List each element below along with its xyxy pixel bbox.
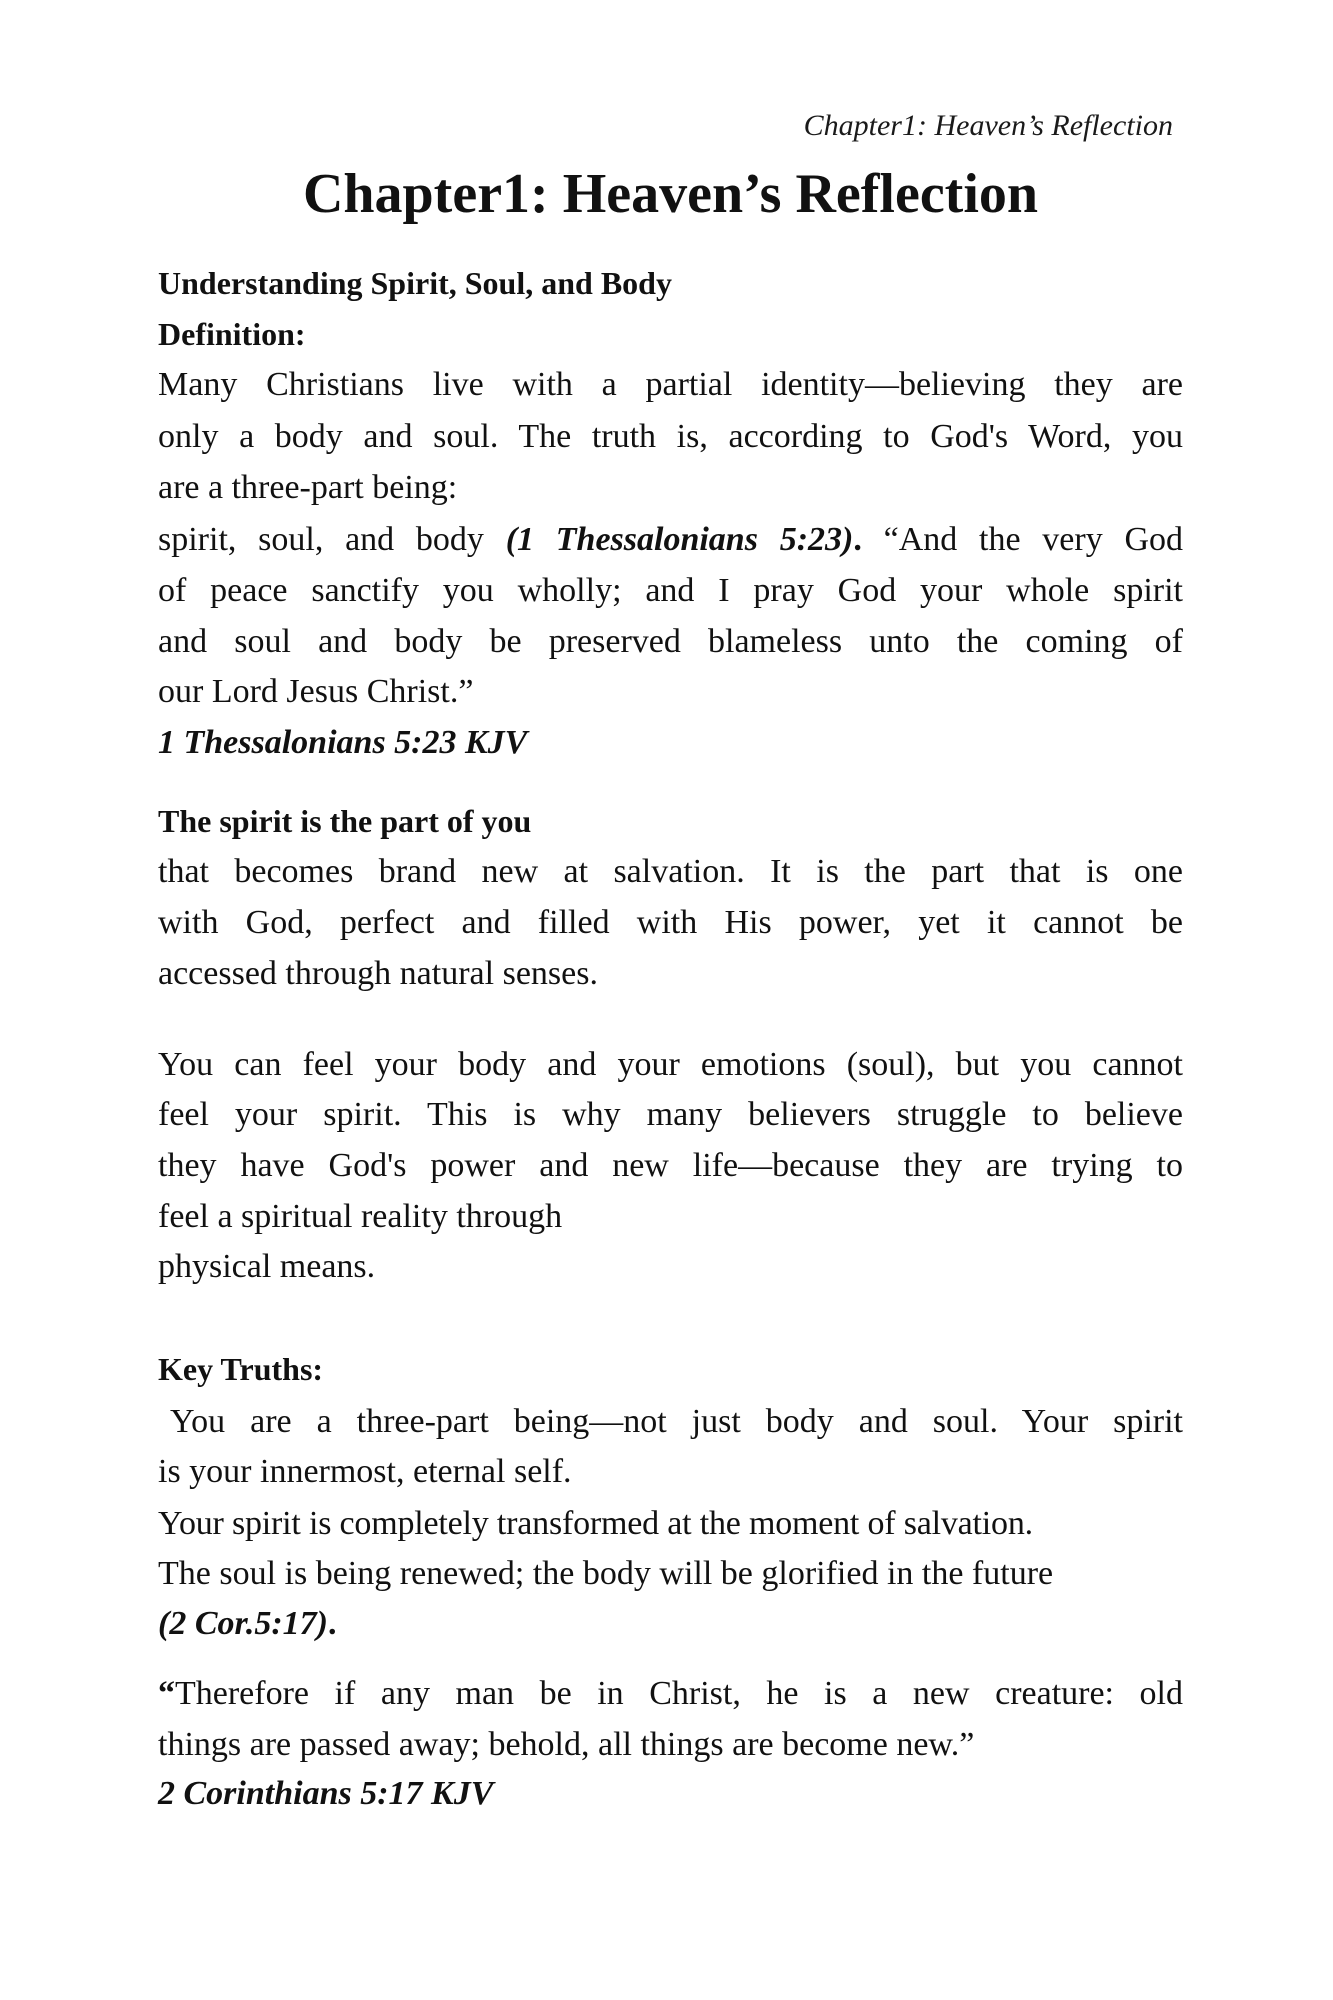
verse-line: of peace sanctify you wholly; and I pray God your whole spirit (158, 572, 1183, 609)
body-line: physical means. (158, 1248, 376, 1285)
body-line: Many Christians live with a partial identity—believing they are (158, 366, 1183, 403)
reference-punctuation: . (853, 521, 862, 558)
body-line: You can feel your body and your emotions (soul), but you cannot (158, 1046, 1183, 1083)
body-line: are a three-part being: (158, 469, 458, 506)
verse-citation: 2 Corinthians 5:17 KJV (158, 1775, 494, 1812)
chapter-title: Chapter1: Heaven’s Reflection (302, 163, 1039, 225)
verse-citation: 1 Thessalonians 5:23 KJV (158, 724, 528, 761)
body-line: feel your spirit. This is why many believers struggle to believe (158, 1096, 1183, 1133)
body-line: that becomes brand new at salvation. It is the part that is one (158, 853, 1183, 890)
body-line: feel a spiritual reality through (158, 1198, 563, 1235)
body-line: is your innermost, eternal self. (158, 1453, 572, 1490)
verse-line: our Lord Jesus Christ.” (158, 673, 474, 710)
verse-line: and soul and body be preserved blameless unto the coming of (158, 623, 1183, 660)
body-line: You are a three-part being—not just body and soul. Your spirit (170, 1403, 1183, 1440)
scripture-reference: (1 Thessalonians 5:23) (505, 521, 854, 558)
verse-line (158, 1668, 1183, 1719)
body-line: Your spirit is completely transformed at the moment of salvation. (158, 1505, 1033, 1542)
open-quote: “ (158, 1675, 175, 1712)
section-heading: Understanding Spirit, Soul, and Body (158, 265, 672, 301)
body-line: accessed through natural senses. (158, 955, 598, 992)
quote-start: “And the very God (883, 521, 1183, 558)
definition-label: Definition: (158, 316, 306, 352)
body-line: The soul is being renewed; the body will be glorified in the future (158, 1555, 1054, 1592)
body-line: with God, perfect and filled with His power, yet it cannot be (158, 904, 1183, 941)
verse-text: Therefore if any man be in Christ, he is a new creature: old (175, 1675, 1183, 1712)
section-heading: The spirit is the part of you (158, 803, 532, 839)
key-truths-heading: Key Truths: (158, 1351, 324, 1387)
reference-line (158, 1598, 1183, 1649)
body-text: spirit, soul, and body (158, 521, 484, 558)
verse-line: things are passed away; behold, all things are become new.” (158, 1726, 975, 1763)
body-line: only a body and soul. The truth is, according to God's Word, you (158, 418, 1183, 455)
running-header: Chapter1: Heaven’s Reflection (803, 109, 1173, 142)
scripture-reference: (2 Cor.5:17) (158, 1605, 328, 1642)
reference-punctuation: . (328, 1605, 337, 1642)
body-line: they have God's power and new life—because they are trying to (158, 1147, 1183, 1184)
body-line-with-reference (158, 514, 1183, 565)
